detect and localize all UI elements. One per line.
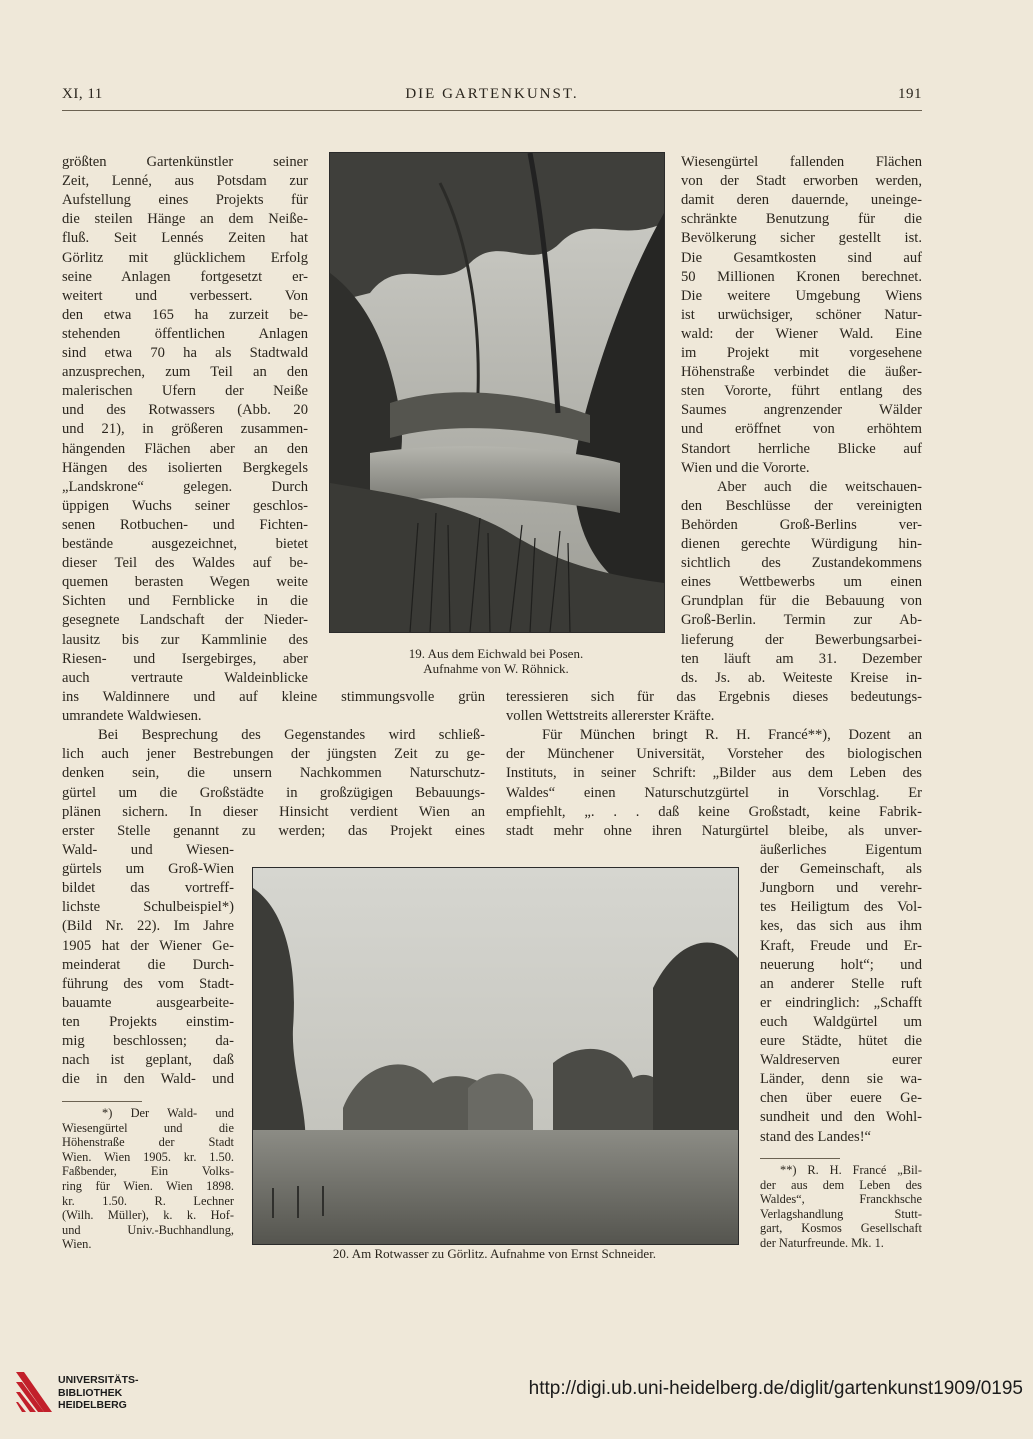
text-line: gart, Kosmos Gesellschaft	[760, 1221, 922, 1236]
text-line: ring für Wien. Wien 1898.	[62, 1179, 234, 1193]
text-line: schränkte Benutzung für die	[681, 211, 922, 228]
text-line: ist urwüchsiger, schöner Natur-	[681, 306, 922, 323]
text-line: anzusprechen, zum Teil an den	[62, 364, 308, 381]
text-line: die in den Wald- und	[62, 1071, 234, 1088]
text-line: lausitz bis zur Kammlinie des	[62, 631, 308, 648]
text-line: nach ist geplant, daß	[62, 1052, 234, 1069]
text-line: Groß-Berlin. Termin zur Ab-	[681, 612, 922, 629]
text-line: eure Städte, hütet die	[760, 1033, 922, 1049]
text-line: weitert und verbessert. Von	[62, 287, 308, 304]
text-line: ds. Js. ab. Weiteste Kreise in-	[681, 669, 922, 686]
text-line: dienen gerechte Würdigung hin-	[681, 536, 922, 552]
journal-title: DIE GARTENKUNST.	[405, 86, 579, 102]
text-line: Zeit, Lenné, aus Potsdam zur	[62, 173, 308, 190]
text-line: mig beschlossen; da-	[62, 1033, 234, 1049]
text-line: und des Rotwassers (Abb. 20	[62, 402, 308, 419]
text-line: Wiesengürtel fallenden Flächen	[681, 154, 922, 170]
text-line: bestände ausgezeichnet, bietet	[62, 536, 308, 552]
caption-figure-20: 20. Am Rotwasser zu Görlitz. Aufnahme von Ernst Schneider.	[332, 1246, 657, 1261]
text-line: Bevölkerung sicher gestellt ist.	[681, 230, 922, 247]
text-line: eines Wettbewerbs um einen	[681, 574, 922, 591]
text-line: den Beschlüsse der vereinigten	[681, 497, 922, 514]
text-line: *) Der Wald- und	[102, 1106, 234, 1120]
text-line: stehenden öffentlichen Anlagen	[62, 325, 308, 342]
text-line: malerischen Ufern der Neiße	[62, 383, 308, 400]
text-line: dieser Teil des Waldes auf be-	[62, 555, 308, 572]
text-line: erster Stelle genannt zu werden; das Projekt eines	[62, 822, 485, 839]
text-line: teressieren sich für das Ergebnis dieses bedeutungs-	[506, 689, 922, 705]
text-line: Wien.	[62, 1237, 92, 1252]
text-line: an anderer Stelle ruft	[760, 975, 922, 992]
text-line: seine Anlagen fortgesetzt er-	[62, 268, 308, 285]
text-line: lich auch jener Bestrebungen der jüngsten Zeit zu ge-	[62, 746, 485, 763]
text-line: Waldes“, Franckhsche	[760, 1192, 922, 1207]
text-line: üppigen Wuchs seiner geschlos-	[62, 497, 308, 514]
footnote-rule-right	[760, 1158, 840, 1159]
text-line: auch vertraute Waldeinblicke	[62, 669, 308, 686]
text-line: Aufnahme von W. Röhnick.	[423, 661, 569, 676]
text-line: sundheit und den Wohl-	[760, 1109, 922, 1126]
text-line: und 21), in größeren zusammen-	[62, 421, 308, 438]
library-emblem-icon	[14, 1368, 54, 1416]
text-line: 50 Millionen Kronen berechnet.	[681, 268, 922, 285]
text-line: empfiehlt, „. . . daß keine Großstadt, keine Fabrik-	[506, 803, 922, 820]
text-line: Faßbender, Ein Volks-	[62, 1164, 234, 1179]
text-line: plänen sichern. In dieser Hinsicht verdient Wien an	[62, 803, 485, 820]
text-line: bildet das vortreff-	[62, 880, 234, 897]
text-line: im Projekt mit vorgesehene	[681, 345, 922, 361]
text-line: meinderat die Durch-	[62, 956, 234, 973]
text-line: Kraft, Freude und Er-	[760, 937, 922, 954]
text-line: Hängen des isolierten Bergkegels	[62, 459, 308, 476]
text-line: Bei Besprechung des Gegenstandes wird schließ-	[98, 727, 485, 744]
text-line: Görlitz mit glücklichem Erfolg	[62, 249, 308, 266]
library-name: UNIVERSITÄTS- BIBLIOTHEK HEIDELBERG	[58, 1374, 139, 1411]
text-line: Instituts, in seiner Schrift: „Bilder aus dem Leben des	[506, 765, 922, 782]
text-line: kr. 1.50. R. Lechner	[62, 1193, 234, 1208]
text-line: quemen berasten Wegen weite	[62, 574, 308, 591]
text-line: Aber auch die weitschauen-	[717, 478, 922, 495]
text-line: Aufstellung eines Projekts für	[62, 192, 308, 209]
text-line: gürtels um Groß-Wien	[62, 861, 234, 878]
text-line: er eindringlich: „Schafft	[760, 994, 922, 1011]
source-url-link[interactable]: http://digi.ub.uni-heidelberg.de/diglit/gartenkunst1909/0195	[528, 1378, 1023, 1399]
text-line: tes Heiligtum des Vol-	[760, 899, 922, 916]
text-line: Verlagshandlung Stutt-	[760, 1206, 922, 1221]
text-line: neuerung holt“; und	[760, 956, 922, 973]
text-line: gesegnete Landschaft der Nieder-	[62, 612, 308, 629]
text-line: (Wilh. Müller), k. k. Hof-	[62, 1208, 234, 1223]
text-line: Grundplan für die Bebauung von	[681, 593, 922, 610]
text-line: der Naturfreunde. Mk. 1.	[760, 1236, 884, 1250]
text-line: damit deren dauernde, uneinge-	[681, 192, 922, 209]
text-line: ten läuft am 31. Dezember	[681, 650, 922, 667]
text-line: 1905 hat der Wiener Ge-	[62, 937, 234, 954]
running-head	[62, 86, 922, 108]
text-line: und Univ.-Buchhandlung,	[62, 1222, 234, 1237]
text-line: hängenden Flächen aber an den	[62, 440, 308, 457]
text-line: euch Waldgürtel um	[760, 1013, 922, 1030]
photo-figure-20	[252, 867, 739, 1245]
text-line: stadt mehr ohne ihren Naturgürtel bleibe, als unver-	[506, 822, 922, 839]
text-line: umrandete Waldwiesen.	[62, 708, 202, 725]
text-line: die steilen Hänge an dem Neiße-	[62, 211, 308, 228]
text-line: Höhenstraße der Stadt	[62, 1135, 234, 1150]
text-line: bauamte ausgearbeite-	[62, 994, 234, 1011]
text-line: von der Stadt erworben werden,	[681, 173, 922, 190]
header-rule	[62, 110, 922, 111]
text-line: sind etwa 70 ha als Stadtwald	[62, 345, 308, 361]
text-line: der aus dem Leben des	[760, 1177, 922, 1192]
photo-figure-19	[329, 152, 665, 633]
page-number: 191	[898, 86, 922, 102]
text-line: lichste Schulbeispiel*)	[62, 899, 234, 916]
text-line: Waldes“ einen Naturschutzgürtel in Vorschlag. Er	[506, 784, 922, 801]
text-line: Wien und die Vororte.	[681, 459, 810, 476]
text-line: Saumes angrenzender Wälder	[681, 402, 922, 419]
text-line: Standort herrliche Blicke auf	[681, 440, 922, 457]
text-line: ten Projekts einstim-	[62, 1013, 234, 1030]
text-line: Behörden Groß-Berlins ver-	[681, 516, 922, 533]
text-line: gürtel um die Großstädte in großzügigen Bebauungs-	[62, 784, 485, 801]
text-line: sichtlich des Zustandekommens	[681, 555, 922, 572]
text-line: der Münchener Universität, Vorsteher des biologischen	[506, 746, 922, 763]
text-line: senen Rotbuchen- und Fichten-	[62, 516, 308, 533]
text-line: „Landskrone“ gelegen. Durch	[62, 478, 308, 495]
volume-issue: XI, 11	[62, 86, 103, 102]
text-line: Wiesengürtel und die	[62, 1120, 234, 1135]
text-line: 19. Aus dem Eichwald bei Posen.	[408, 646, 584, 661]
text-line: stand des Landes!“	[760, 1128, 872, 1145]
text-line: fluß. Seit Lennés Zeiten hat	[62, 230, 308, 247]
text-line: **) R. H. Francé „Bil-	[780, 1163, 922, 1177]
text-line: Wald- und Wiesen-	[62, 842, 234, 858]
text-line: Länder, denn sie wa-	[760, 1071, 922, 1088]
text-line: Jungborn und verehr-	[760, 880, 922, 897]
text-line: chen über euere Ge-	[760, 1090, 922, 1107]
text-line: führung des vom Stadt-	[62, 975, 234, 992]
text-line: wald: der Wiener Wald. Eine	[681, 325, 922, 342]
text-line: Sichten und Fernblicke in die	[62, 593, 308, 610]
text-line: Die weitere Umgebung Wiens	[681, 287, 922, 304]
footnote-rule-left	[62, 1101, 142, 1102]
library-logo	[14, 1368, 144, 1424]
text-line: Waldreserven eurer	[760, 1052, 922, 1069]
text-line: kes, das sich aus ihm	[760, 918, 922, 935]
text-line: größten Gartenkünstler seiner	[62, 154, 308, 170]
text-line: ins Waldinnere und auf kleine stimmungsvolle grün	[62, 689, 485, 705]
text-line: Für München bringt R. H. Francé**), Dozent an	[542, 727, 922, 744]
text-line: sten Vororte, führt entlang des	[681, 383, 922, 400]
text-line: den etwa 165 ha zurzeit be-	[62, 306, 308, 323]
text-line: und eröffnet von erhöhtem	[681, 421, 922, 438]
text-line: Riesen- und Isergebirges, aber	[62, 650, 308, 667]
text-line: lieferung der Bewerbungsarbei-	[681, 631, 922, 648]
text-line: der Gemeinschaft, als	[760, 861, 922, 878]
text-line: Wien. Wien 1905. kr. 1.50.	[62, 1149, 234, 1164]
text-line: vollen Wettstreits allererster Kräfte.	[506, 708, 715, 725]
text-line: (Bild Nr. 22). Im Jahre	[62, 918, 234, 935]
text-line: Die Gesamtkosten sind auf	[681, 249, 922, 266]
text-line: Höhenstraße verbindet die äußer-	[681, 364, 922, 381]
text-line: äußerliches Eigentum	[760, 842, 922, 858]
text-line: denken sein, die unsern Nachkommen Naturschutz-	[62, 765, 485, 782]
